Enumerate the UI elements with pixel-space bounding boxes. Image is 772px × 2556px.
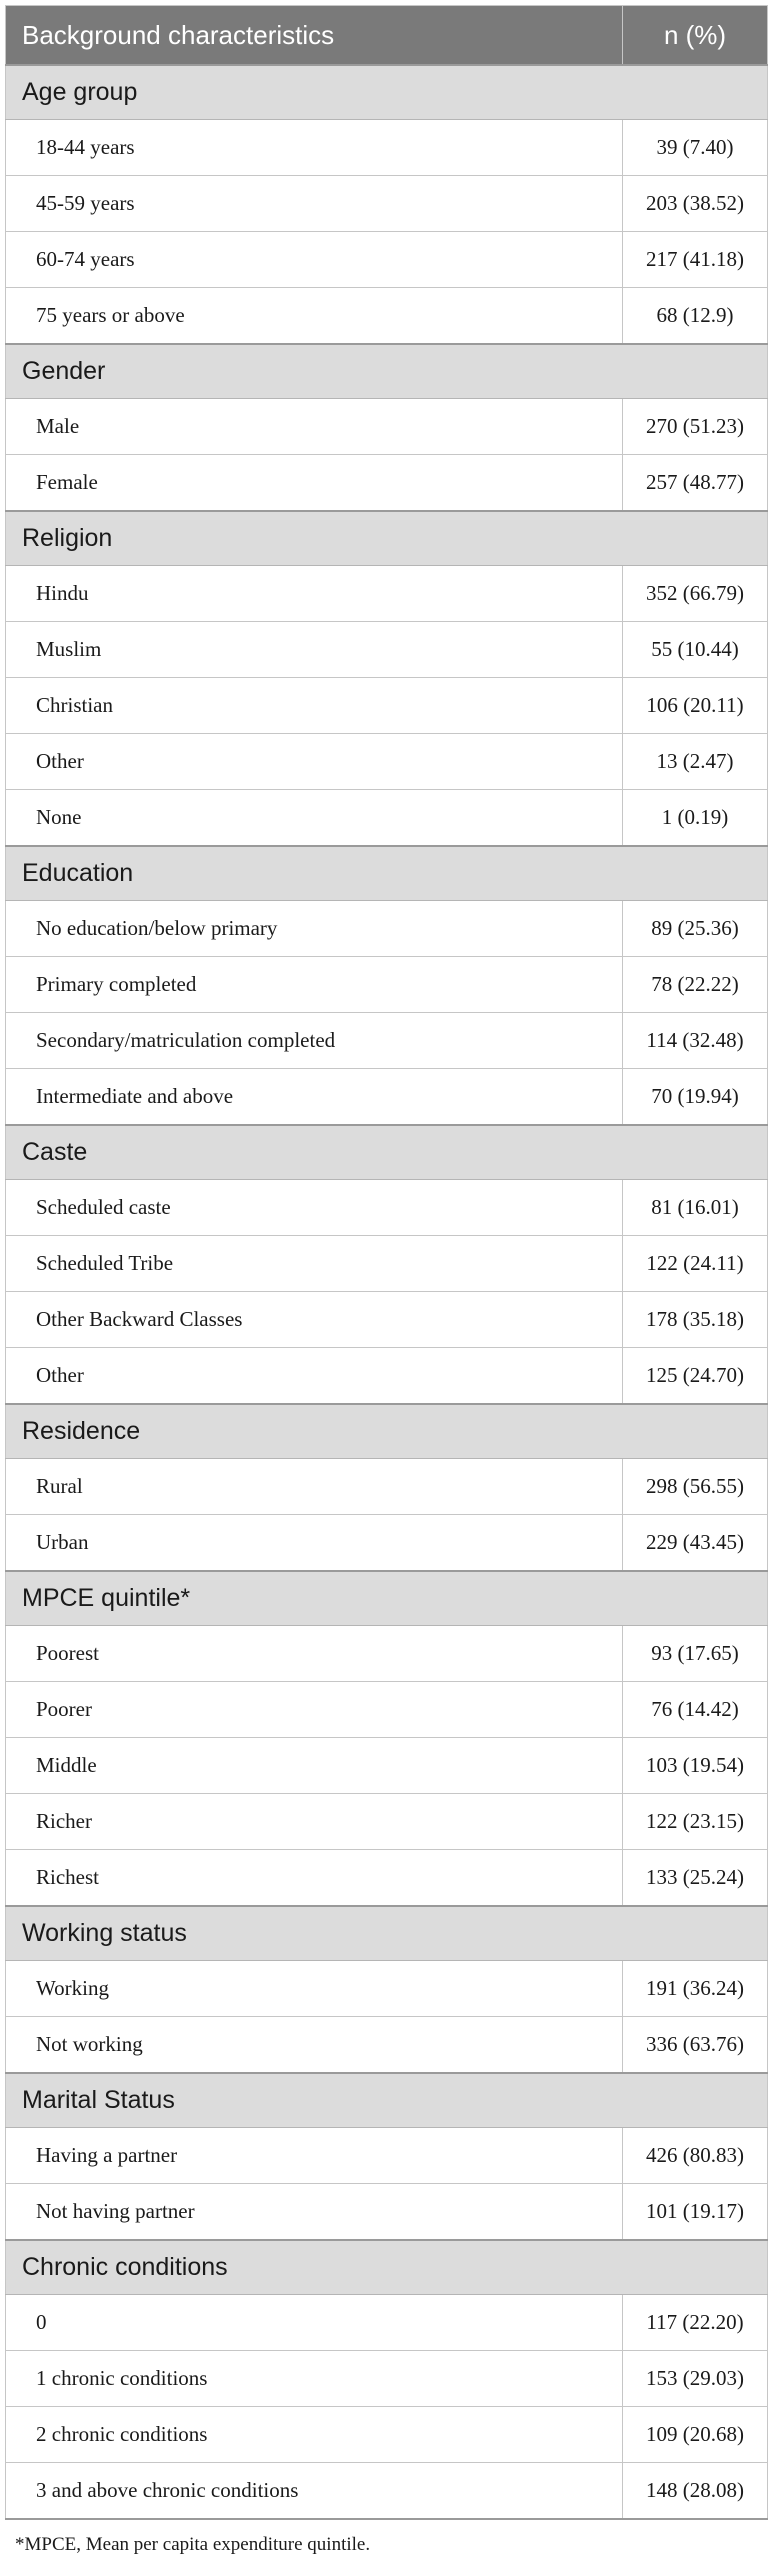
row-label: 18-44 years [6,120,623,176]
section-title: Chronic conditions [6,2240,768,2295]
table-row [6,176,768,232]
table-row [6,1236,768,1292]
table-row [6,2184,768,2241]
row-label: Other [6,734,623,790]
row-label: None [6,790,623,847]
table-row [6,1180,768,1236]
section-title: Marital Status [6,2073,768,2128]
row-value: 217 (41.18) [623,232,768,288]
row-value: 257 (48.77) [623,455,768,512]
header-characteristics: Background characteristics [6,6,623,66]
row-value: 101 (19.17) [623,2184,768,2241]
section-row [6,511,768,566]
row-label: Other Backward Classes [6,1292,623,1348]
row-label: Christian [6,678,623,734]
table-row [6,1348,768,1405]
row-value: 78 (22.22) [623,957,768,1013]
table-footnote: *MPCE, Mean per capita expenditure quintile. [15,2534,371,2555]
table-row [6,901,768,957]
section-row [6,1125,768,1180]
table-row [6,1626,768,1682]
row-value: 1 (0.19) [623,790,768,847]
table-row [6,1794,768,1850]
row-label: 45-59 years [6,176,623,232]
row-value: 122 (24.11) [623,1236,768,1292]
row-label: Richer [6,1794,623,1850]
row-value: 103 (19.54) [623,1738,768,1794]
table-row [6,1961,768,2017]
row-value: 93 (17.65) [623,1626,768,1682]
section-row [6,2240,768,2295]
row-label: Primary completed [6,957,623,1013]
row-value: 55 (10.44) [623,622,768,678]
section-title: Education [6,846,768,901]
row-label: 2 chronic conditions [6,2407,623,2463]
section-row [6,2073,768,2128]
section-title: MPCE quintile* [6,1571,768,1626]
row-value: 336 (63.76) [623,2017,768,2074]
row-value: 76 (14.42) [623,1682,768,1738]
row-label: 1 chronic conditions [6,2351,623,2407]
section-title: Age group [6,65,768,120]
table-row [6,957,768,1013]
table-row [6,2463,768,2520]
table-row [6,1069,768,1126]
row-label: Scheduled caste [6,1180,623,1236]
row-label: Secondary/matriculation completed [6,1013,623,1069]
table-container [5,5,767,2556]
header-n-percent: n (%) [623,6,768,66]
table-row [6,1459,768,1515]
row-value: 125 (24.70) [623,1348,768,1405]
section-row [6,846,768,901]
table-row [6,1013,768,1069]
row-value: 70 (19.94) [623,1069,768,1126]
row-value: 178 (35.18) [623,1292,768,1348]
row-label: Poorest [6,1626,623,1682]
table-row [6,1292,768,1348]
row-label: Rural [6,1459,623,1515]
section-row [6,65,768,120]
row-label: Male [6,399,623,455]
row-value: 106 (20.11) [623,678,768,734]
row-label: Not having partner [6,2184,623,2241]
table-row [6,566,768,622]
table-row [6,2128,768,2184]
row-value: 191 (36.24) [623,1961,768,2017]
row-value: 148 (28.08) [623,2463,768,2520]
section-title: Religion [6,511,768,566]
row-value: 68 (12.9) [623,288,768,345]
row-label: Middle [6,1738,623,1794]
table-row [6,288,768,345]
header-row [6,6,768,66]
row-label: 60-74 years [6,232,623,288]
row-label: Richest [6,1850,623,1907]
row-value: 153 (29.03) [623,2351,768,2407]
table-row [6,734,768,790]
table-row [6,2295,768,2351]
row-label: Having a partner [6,2128,623,2184]
row-label: Working [6,1961,623,2017]
row-label: Intermediate and above [6,1069,623,1126]
table-row [6,1738,768,1794]
row-label: Not working [6,2017,623,2074]
table-row [6,1850,768,1907]
row-value: 352 (66.79) [623,566,768,622]
row-label: Other [6,1348,623,1405]
row-value: 298 (56.55) [623,1459,768,1515]
section-row [6,1906,768,1961]
row-label: 75 years or above [6,288,623,345]
row-value: 114 (32.48) [623,1013,768,1069]
row-label: Female [6,455,623,512]
section-row [6,344,768,399]
row-value: 13 (2.47) [623,734,768,790]
row-label: 3 and above chronic conditions [6,2463,623,2520]
section-title: Caste [6,1125,768,1180]
table-row [6,1515,768,1572]
row-value: 426 (80.83) [623,2128,768,2184]
row-label: Scheduled Tribe [6,1236,623,1292]
characteristics-table [5,5,768,2520]
table-row [6,622,768,678]
table-row [6,2351,768,2407]
row-label: Hindu [6,566,623,622]
row-value: 203 (38.52) [623,176,768,232]
table-row [6,455,768,512]
row-value: 81 (16.01) [623,1180,768,1236]
row-label: Poorer [6,1682,623,1738]
section-row [6,1571,768,1626]
row-value: 117 (22.20) [623,2295,768,2351]
section-title: Residence [6,1404,768,1459]
row-label: Urban [6,1515,623,1572]
section-title: Working status [6,1906,768,1961]
section-title: Gender [6,344,768,399]
section-row [6,1404,768,1459]
table-row [6,790,768,847]
row-value: 270 (51.23) [623,399,768,455]
table-body [6,65,768,2519]
table-row [6,678,768,734]
row-value: 122 (23.15) [623,1794,768,1850]
table-row [6,399,768,455]
row-label: 0 [6,2295,623,2351]
row-value: 229 (43.45) [623,1515,768,1572]
row-label: Muslim [6,622,623,678]
row-value: 89 (25.36) [623,901,768,957]
table-row [6,2017,768,2074]
row-value: 133 (25.24) [623,1850,768,1907]
table-row [6,2407,768,2463]
table-row [6,1682,768,1738]
table-row [6,232,768,288]
table-row [6,120,768,176]
row-label: No education/below primary [6,901,623,957]
row-value: 109 (20.68) [623,2407,768,2463]
row-value: 39 (7.40) [623,120,768,176]
